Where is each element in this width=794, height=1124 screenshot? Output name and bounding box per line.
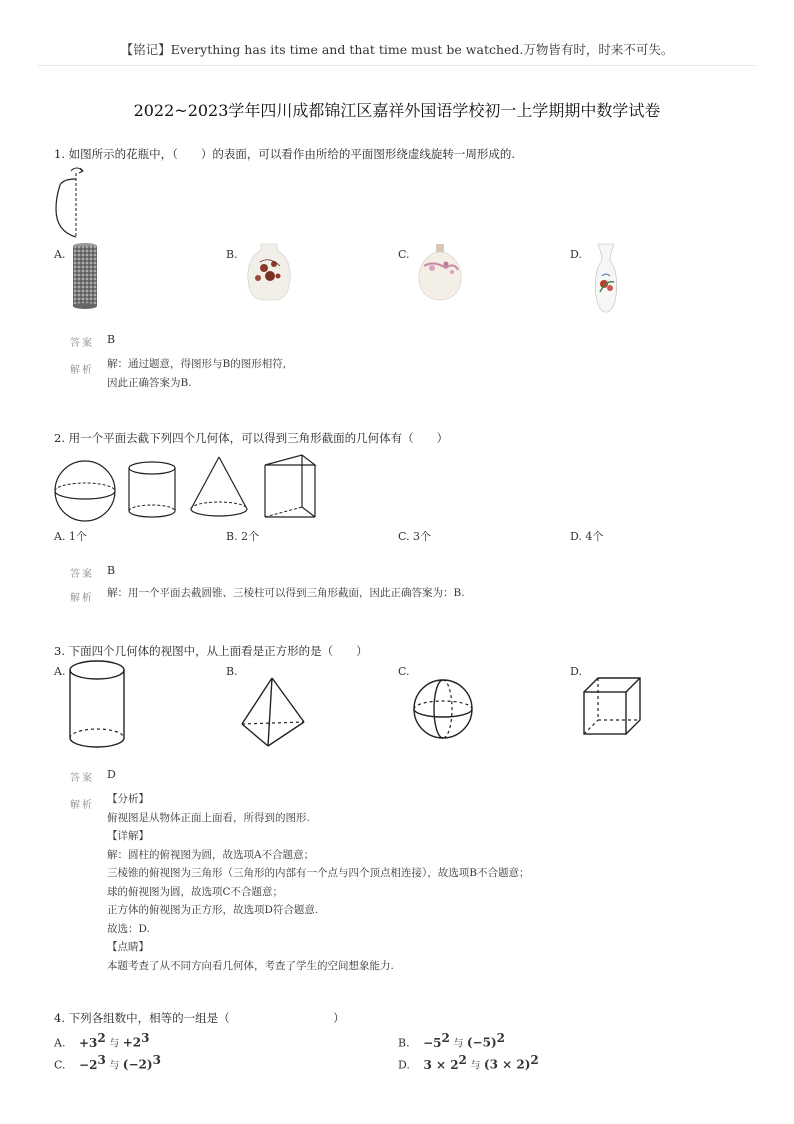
vase-a-image bbox=[70, 242, 100, 310]
q1-option-a[interactable]: A. bbox=[54, 248, 66, 261]
q4-stem: 4. 下列各组数中，相等的一组是（ ） bbox=[54, 1011, 345, 1025]
q3-explain-line: 正方体的俯视图为正方形，故选项D符合题意. bbox=[107, 904, 319, 916]
q4-option-c-left: −2 bbox=[79, 1057, 98, 1072]
vase-c-image bbox=[416, 242, 464, 302]
prism-figure bbox=[265, 455, 315, 517]
q3-explain-line: 【分析】 bbox=[107, 793, 149, 805]
q4-option-d-right: (3 × 2) bbox=[483, 1057, 531, 1072]
q3-option-a[interactable]: A. bbox=[54, 665, 66, 678]
q2-explain: 解：用一个平面去截圆锥、三棱柱可以得到三角形截面，因此正确答案为：B. bbox=[107, 587, 465, 599]
q2-answer-label: 答案 bbox=[70, 569, 94, 580]
q4-option-c-conj: 与 bbox=[109, 1060, 120, 1072]
q1-option-c[interactable]: C. bbox=[398, 248, 410, 261]
q4-option-a-left-exp: 2 bbox=[97, 1031, 106, 1045]
q3-explain-line: 俯视图是从物体正面上面看，所得到的图形. bbox=[107, 811, 310, 824]
q3-pyramid-figure bbox=[240, 676, 306, 748]
q4-option-b-right-exp: 2 bbox=[496, 1031, 505, 1045]
q3-explain-line: 本题考查了从不同方向看几何体，考查了学生的空间想象能力. bbox=[107, 959, 394, 972]
q4-option-b-label: B. bbox=[398, 1036, 410, 1050]
q4-option-c-right-exp: 3 bbox=[152, 1053, 161, 1067]
q4-option-b-left-exp: 2 bbox=[441, 1031, 450, 1045]
q4-option-c-left-exp: 3 bbox=[97, 1053, 106, 1067]
q2-option-c[interactable]: C. 3个 bbox=[398, 530, 432, 543]
q2-solids-figure bbox=[50, 455, 330, 525]
q3-stem: 3. 下面四个几何体的视图中，从上面看是正方形的是（ ） bbox=[54, 644, 368, 658]
q1-explain-line: 因此正确答案为B. bbox=[107, 376, 192, 389]
q2-option-d[interactable]: D. 4个 bbox=[570, 530, 604, 543]
q3-sphere-figure bbox=[412, 678, 476, 742]
q3-answer-label: 答案 bbox=[70, 773, 94, 784]
q2-answer: B bbox=[107, 564, 116, 577]
q4-option-c-right: (−2) bbox=[122, 1057, 153, 1072]
q4-option-d-left: 3 × 2 bbox=[423, 1057, 459, 1072]
cone-figure bbox=[191, 457, 247, 516]
cylinder-figure bbox=[129, 462, 175, 517]
q4-option-a-right: +2 bbox=[122, 1035, 142, 1050]
q3-explain-line: 解：圆柱的俯视图为圆，故选项A不合题意； bbox=[107, 848, 315, 861]
q1-explain-line: 解：通过题意，得图形与B的图形相符, bbox=[107, 358, 287, 370]
q1-explain bbox=[107, 355, 286, 392]
q3-option-c[interactable]: C. bbox=[398, 665, 410, 678]
q1-option-b[interactable]: B. bbox=[226, 248, 238, 261]
q1-outline-figure bbox=[50, 165, 90, 240]
q4-option-b[interactable] bbox=[398, 1031, 505, 1050]
page-title: 2022~2023学年四川成都锦江区嘉祥外国语学校初一上学期期中数学试卷 bbox=[133, 101, 661, 120]
sphere-figure bbox=[55, 461, 115, 521]
q3-cube-figure bbox=[582, 676, 644, 738]
q2-option-b[interactable]: B. 2个 bbox=[226, 530, 260, 543]
q2-option-a[interactable]: A. 1个 bbox=[54, 530, 87, 543]
q4-option-c[interactable] bbox=[54, 1053, 161, 1072]
q1-answer-label: 答案 bbox=[70, 338, 94, 349]
vase-b-image bbox=[244, 242, 294, 302]
q4-option-a-label: A. bbox=[54, 1036, 66, 1050]
q4-option-b-conj: 与 bbox=[453, 1038, 464, 1050]
q4-option-d-right-exp: 2 bbox=[530, 1053, 539, 1067]
divider bbox=[38, 65, 756, 66]
q2-explain-label: 解析 bbox=[70, 593, 94, 604]
q4-option-b-right: (−5) bbox=[466, 1035, 497, 1050]
q1-option-d[interactable]: D. bbox=[570, 248, 582, 261]
q3-explain-label: 解析 bbox=[70, 800, 94, 811]
q4-option-b-left: −5 bbox=[423, 1035, 442, 1050]
q3-explain-line: 【详解】 bbox=[107, 830, 149, 842]
q4-option-c-label: C. bbox=[54, 1058, 66, 1072]
q3-cylinder-figure bbox=[68, 658, 128, 754]
q4-option-d-conj: 与 bbox=[470, 1060, 481, 1072]
motto: 【铭记】Everything has its time and that time must be watched.万物皆有时，时来不可失。 bbox=[120, 42, 674, 57]
q4-option-d[interactable] bbox=[398, 1053, 539, 1072]
q3-explain-line: 故选：D. bbox=[107, 922, 150, 935]
q3-answer: D bbox=[107, 768, 116, 781]
q3-explain bbox=[107, 790, 529, 975]
q4-option-a-conj: 与 bbox=[109, 1038, 120, 1050]
q1-stem: 1. 如图所示的花瓶中，（ ）的表面，可以看作由所给的平面图形绕虚线旋转一周形成的. bbox=[54, 147, 516, 161]
q4-option-a-left: +3 bbox=[78, 1035, 98, 1050]
q1-explain-label: 解析 bbox=[70, 365, 94, 376]
q3-explain-line: 三棱锥的俯视图为三角形（三角形的内部有一个点与四个顶点相连接），故选项B不合题意； bbox=[107, 867, 530, 879]
q4-option-a[interactable] bbox=[54, 1031, 149, 1050]
q1-answer: B bbox=[107, 333, 116, 346]
vase-d-image bbox=[592, 242, 620, 314]
q4-option-a-right-exp: 3 bbox=[141, 1031, 150, 1045]
q4-option-d-label: D. bbox=[398, 1058, 410, 1072]
q3-option-b[interactable]: B. bbox=[226, 665, 238, 678]
q4-option-d-left-exp: 2 bbox=[458, 1053, 467, 1067]
q3-explain-line: 球的俯视图为圆，故选项C不合题意； bbox=[107, 885, 284, 898]
q3-option-d[interactable]: D. bbox=[570, 665, 582, 678]
q3-explain-line: 【点睛】 bbox=[107, 941, 149, 953]
q2-stem: 2. 用一个平面去截下列四个几何体，可以得到三角形截面的几何体有（ ） bbox=[54, 431, 449, 445]
